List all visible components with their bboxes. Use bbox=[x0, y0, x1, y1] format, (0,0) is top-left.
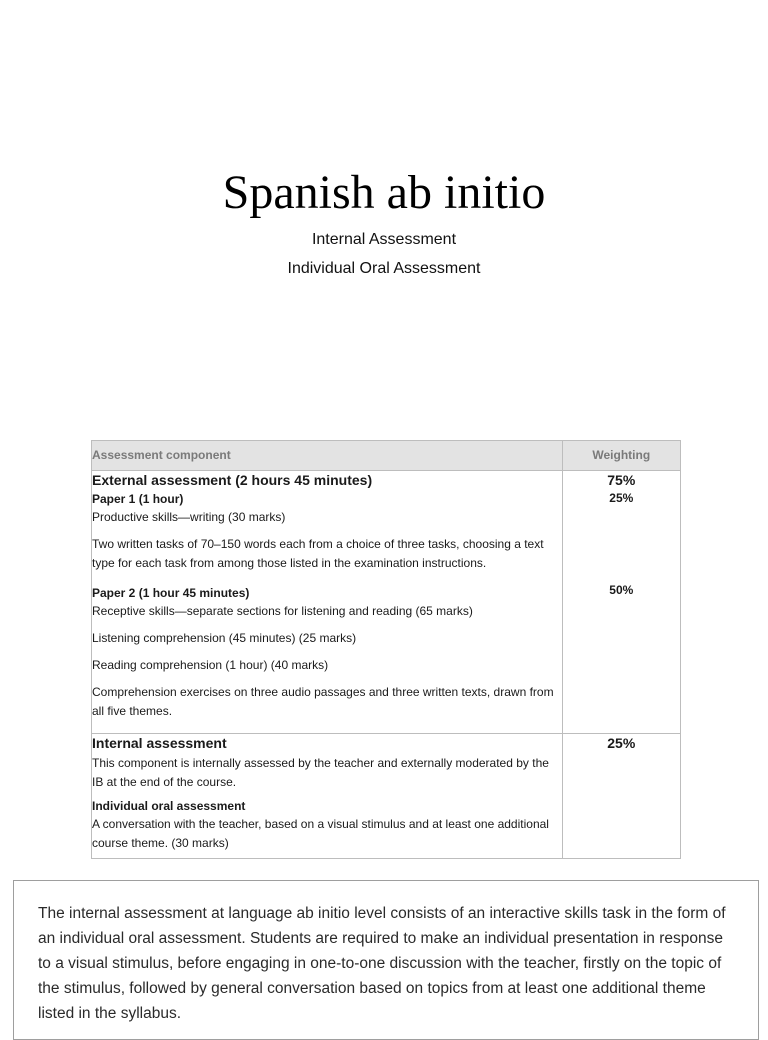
internal-assessment-row bbox=[92, 733, 681, 859]
internal-weighting-cell bbox=[562, 733, 680, 859]
paper2-description: Comprehension exercises on three audio passages and three written texts, drawn from all five themes. bbox=[92, 685, 554, 718]
external-weighting-cell bbox=[562, 471, 680, 734]
paper2-reading: Reading comprehension (1 hour) (40 marks) bbox=[92, 658, 329, 672]
info-box-text: The internal assessment at language ab initio level consists of an interactive skills task in the form of an individual oral assessment. Students are required to make an individual presentation in response to a visual stimulus, before engaging in one-to-one discussion with the teacher, firstly on the topic of the stimulus, followed by general conversation based on topics from at least one additional theme listed in the syllabus. bbox=[38, 905, 726, 1022]
header-assessment-component: Assessment component bbox=[92, 441, 563, 471]
external-assessment-row bbox=[92, 471, 681, 734]
internal-assessment-description: This component is internally assessed by the teacher and externally moderated by the IB at the end of the course. bbox=[92, 755, 549, 789]
paper1-skills: Productive skills—writing (30 marks) bbox=[92, 510, 286, 524]
internal-assessment-cell bbox=[92, 733, 563, 859]
paper2-skills: Receptive skills—separate sections for listening and reading (65 marks) bbox=[92, 604, 473, 618]
paper2-weighting: 50% bbox=[609, 583, 634, 597]
paper1-weighting: 25% bbox=[609, 491, 634, 505]
paper2-listening: Listening comprehension (45 minutes) (25 marks) bbox=[92, 631, 357, 645]
paper2-heading: Paper 2 (1 hour 45 minutes) bbox=[92, 586, 250, 600]
external-weighting: 75% bbox=[607, 472, 636, 488]
internal-assessment-heading: Internal assessment bbox=[92, 734, 227, 751]
external-assessment-heading: External assessment (2 hours 45 minutes) bbox=[92, 472, 373, 488]
header-weighting: Weighting bbox=[562, 441, 680, 471]
internal-assessment-info-box bbox=[13, 880, 759, 1040]
document-title: Spanish ab initio bbox=[222, 166, 546, 219]
paper1-description: Two written tasks of 70–150 words each from a choice of three tasks, choosing a text type for each task from among those listed in the examination instructions. bbox=[92, 537, 544, 570]
document-subtitle-internal-assessment: Internal Assessment bbox=[311, 231, 457, 248]
external-assessment-cell bbox=[92, 471, 563, 734]
assessment-table bbox=[91, 440, 681, 859]
oral-assessment-description: A conversation with the teacher, based on a visual stimulus and at least one additional course theme. (30 marks) bbox=[92, 816, 549, 850]
oral-assessment-heading: Individual oral assessment bbox=[92, 798, 246, 813]
table-header-row bbox=[92, 441, 681, 471]
internal-weighting: 25% bbox=[607, 734, 636, 751]
paper1-heading: Paper 1 (1 hour) bbox=[92, 492, 184, 506]
document-subtitle-individual-oral: Individual Oral Assessment bbox=[287, 260, 481, 277]
